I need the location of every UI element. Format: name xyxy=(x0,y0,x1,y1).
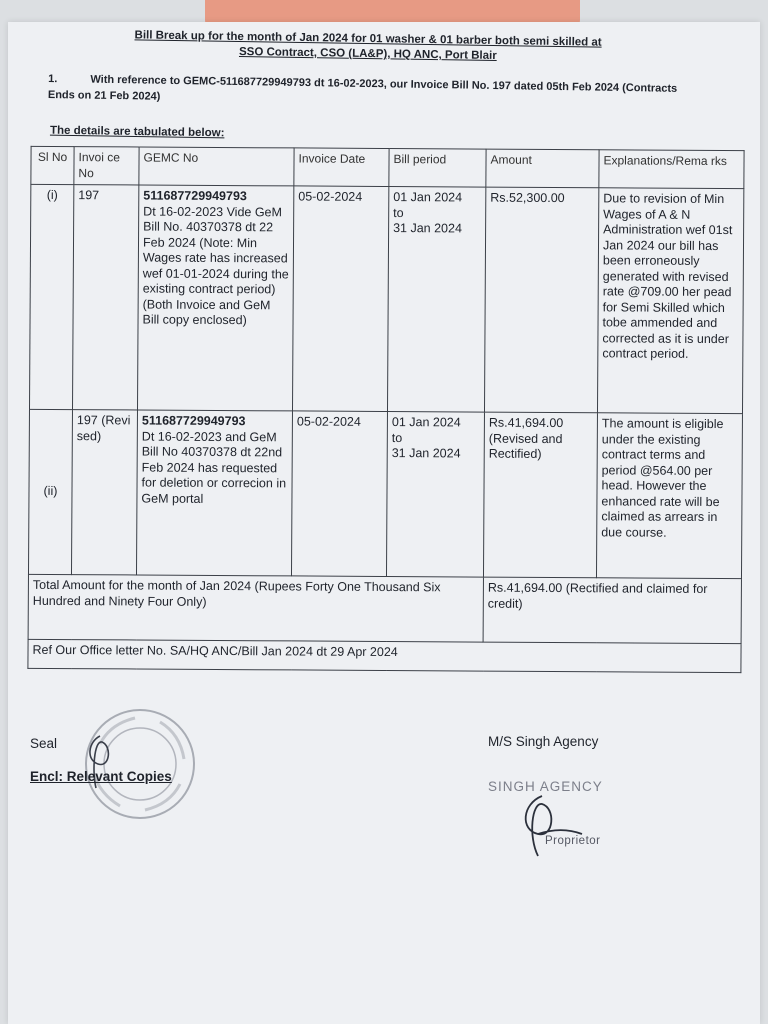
agency-name: M/S Singh Agency xyxy=(488,734,599,749)
reference-paragraph xyxy=(48,71,688,113)
header-amount: Amount xyxy=(486,149,599,188)
proprietor-label: Proprietor xyxy=(545,835,601,847)
reference-row xyxy=(28,639,741,672)
period-to: 31 Jan 2024 xyxy=(393,221,462,236)
period-from: 01 Jan 2024 xyxy=(391,415,461,430)
document-page xyxy=(8,22,760,1024)
enclosure-note: Encl: Relevant Copies xyxy=(30,769,172,784)
header-gemc-no: GEMC No xyxy=(139,147,294,186)
bill-details-table xyxy=(27,146,744,673)
period-to: 31 Jan 2024 xyxy=(391,446,461,461)
period-to-word: to xyxy=(391,430,403,445)
header-invoice-date: Invoice Date xyxy=(294,148,389,187)
cell-invoice-date: 05-02-2024 xyxy=(291,411,387,577)
seal-label: Seal xyxy=(30,736,58,751)
gemc-number: 511687729949793 xyxy=(143,188,247,204)
header-invoice-no: Invoi ce No xyxy=(74,147,139,185)
cell-invoice-no: 197 xyxy=(72,185,138,410)
cell-amount xyxy=(484,187,598,413)
gemc-detail: Dt 16-02-2023 and GeM Bill No 40370378 dt 22nd Feb 2024 has requested for deletion or correcion in GeM portal xyxy=(141,429,287,506)
cell-amount xyxy=(483,412,597,578)
cell-bill-period xyxy=(387,187,485,413)
gemc-detail: Dt 16-02-2023 Vide GeM Bill No. 40370378 dt 22 Feb 2024 (Note: Min Wages rate has increased wef 01-01-2024 during the existing contract period) (Both Invoice and GeM Bill copy enclosed) xyxy=(142,204,289,328)
header-bill-period: Bill period xyxy=(389,149,486,188)
gemc-number: 511687729949793 xyxy=(141,413,246,429)
table-header-row xyxy=(31,146,744,188)
cell-remarks: Due to revision of Min Wages of A & N Administration wef 01st Jan 2024 our bill has been erroneously generated with revised rate @709.00 her pead for Semi Skilled which tobe ammended and corrected as it is under contract period. xyxy=(597,188,743,414)
total-value: Rs.41,694.00 (Rectified and claimed for credit) xyxy=(483,577,741,644)
title-line-1: Bill Break up for the month of Jan 2024 for 01 washer & 01 barber both semi skilled at xyxy=(134,29,602,49)
period-to-word: to xyxy=(393,205,404,220)
header-sl-no: Sl No xyxy=(31,146,74,184)
table-row xyxy=(28,409,742,578)
cell-invoice-date: 05-02-2024 xyxy=(292,186,388,412)
total-label: Total Amount for the month of Jan 2024 (Rupees Forty One Thousand Six Hundred and Ninety Four Only) xyxy=(28,574,483,642)
title-line-2: SSO Contract, CSO (LA&P), HQ ANC, Port Blair xyxy=(238,45,497,63)
total-row xyxy=(28,574,741,643)
cell-gemc xyxy=(136,410,292,576)
agency-stamp-name: SINGH AGENCY xyxy=(488,779,603,794)
table-row xyxy=(29,184,743,413)
cell-remarks: The amount is eligible under the existing contract terms and period @564.00 per head. However the enhanced rate will be claimed as arrears in due course. xyxy=(596,413,742,579)
amount-note: (Revised and Rectified) xyxy=(488,431,563,461)
signature-scribble-right xyxy=(508,790,588,860)
paragraph-text: With reference to GEMC-511687729949793 dt 16-02-2023, our Invoice Bill No. 197 dated 05th Feb 2024 (Contracts Ends on 21 Feb 2024) xyxy=(47,73,678,103)
document-title xyxy=(48,27,688,67)
cell-invoice-no: 197 (Revi sed) xyxy=(71,410,137,575)
header-remarks: Explanations/Rema rks xyxy=(599,150,744,189)
period-from: 01 Jan 2024 xyxy=(393,190,463,205)
amount-value: Rs.41,694.00 xyxy=(488,415,564,431)
cell-gemc xyxy=(137,185,293,411)
paragraph-number: 1. xyxy=(48,72,58,86)
reference-text: Ref Our Office letter No. SA/HQ ANC/Bill Jan 2024 dt 29 Apr 2024 xyxy=(28,639,741,672)
cell-sl: (i) xyxy=(29,184,73,409)
details-heading: The details are tabulated below: xyxy=(49,124,225,140)
cell-bill-period xyxy=(386,412,484,578)
cell-sl: (ii) xyxy=(28,409,72,574)
amount-value: Rs.52,300.00 xyxy=(490,190,565,206)
